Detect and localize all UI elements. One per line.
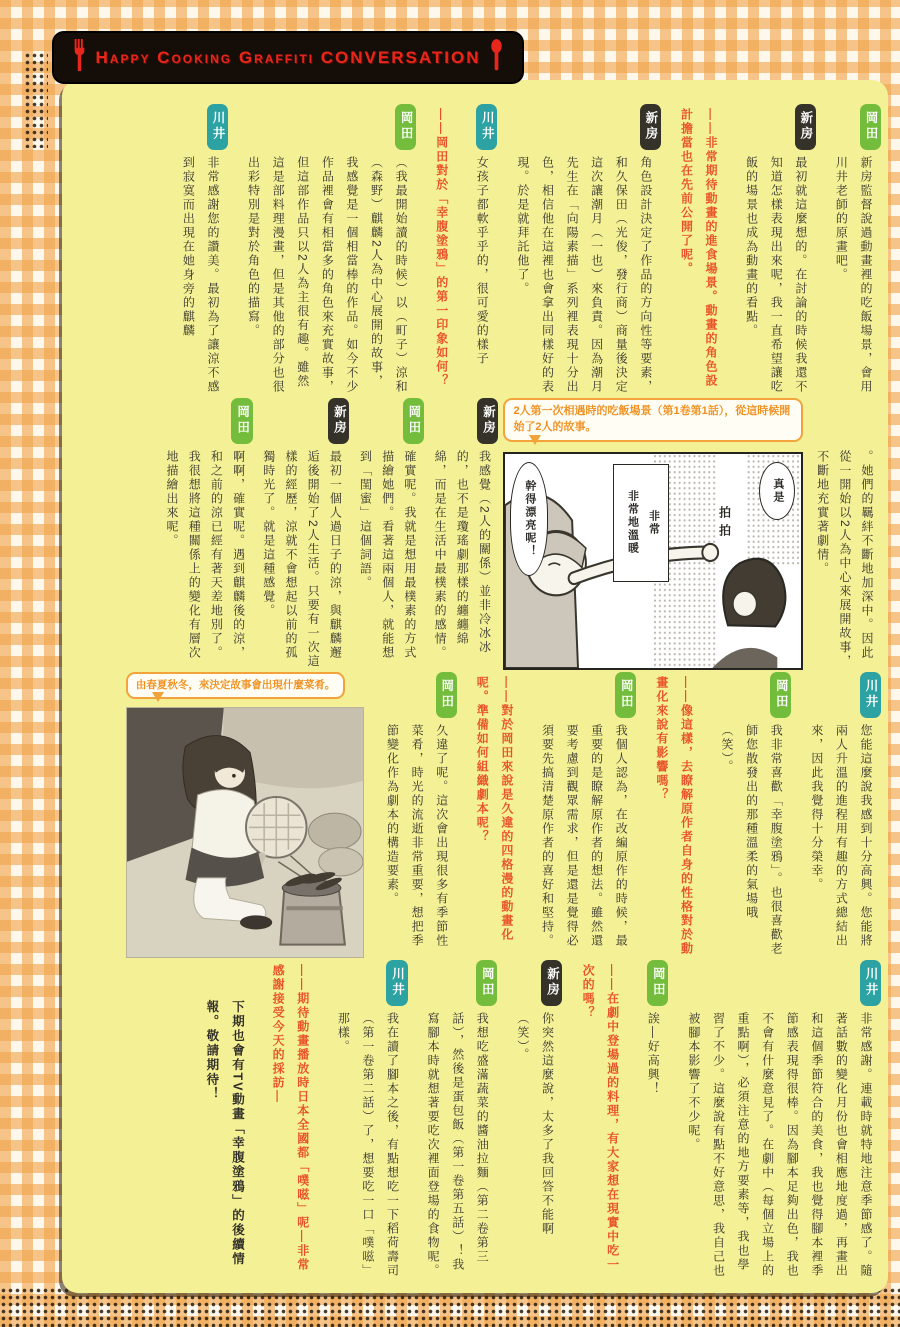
speech-text: 誒—好高興！ <box>646 1012 661 1096</box>
speech-text: 久違了呢。這次會出現很多有季節性菜肴，時光的流逝非常重要，想把季節變化作為劇本的構造要素。 <box>385 724 449 948</box>
speech-text: 我非常喜歡「幸腹塗鴉」。也很喜歡老師您散發出的那種溫柔的氣場哦（笑）。 <box>720 724 784 956</box>
panel-caption <box>503 398 803 442</box>
speech-text: 我感覺（2人的關係）並非冷冰冰的，也不是瓊瑤劇那樣的纏纏綿綿，而是在生活中最樸素的感情。 <box>433 450 492 660</box>
interview-section-4 <box>106 960 878 1280</box>
speech-text: 你突然這麼說，太多了我回答不能啊（笑）。 <box>515 1012 555 1236</box>
speaker-label-okada: 岡田 <box>231 398 252 444</box>
interviewer-question: ——岡田對於「幸腹塗鴉」的第一印象如何？ <box>434 108 449 388</box>
narration-box <box>613 464 669 582</box>
speech-okada <box>535 672 633 958</box>
panel-caption-text: 2人第一次相遇時的吃飯場景（第1卷第1話），從這時候開始了2人的故事。 <box>513 405 791 433</box>
speech-shinbo <box>739 104 813 398</box>
speech-okada <box>641 960 666 1280</box>
speaker-label-okada: 岡田 <box>395 104 416 150</box>
speaker-label-okada: 岡田 <box>403 398 424 444</box>
speaker-label-shinbo: 新房 <box>477 398 498 444</box>
speech-kawai <box>804 672 878 958</box>
speech-kawai <box>470 104 495 398</box>
speech-text: 確實呢。我就是想用最樸素的方式描繪她們。看著這兩個人，就能想到「閨蜜」這個詞語。 <box>358 450 417 660</box>
speaker-label-kawai: 川井 <box>207 104 228 150</box>
speech-shinbo <box>510 960 559 1280</box>
speech-okada <box>241 104 413 398</box>
speech-shinbo <box>258 398 347 670</box>
halftone-dots-strip <box>24 52 48 148</box>
speech-text: 非常感謝。連載時就特地注意季節感了。隨著話數的變化月份也會相應地度過，再畫出和這個季節符合的美食，我也覺得腳本裡季節感表現得很棒。因為腳本足夠出色，我也不會有什麼意見了。在劇中（每個立場上的重點啊），必須注意的地方要素等，我也學習了不少。這麼說有點不好意思，我自己也被腳本影響了不少呢。 <box>686 1012 873 1278</box>
speech-continuation: 。她們的羈絆不斷地加深中。因此從一開始以2人為中心來展開故事，不斷地充實著劇情。 <box>815 450 874 669</box>
illustration-caption-text: 由春夏秋冬，來決定故事會出現什麼菜肴。 <box>135 679 336 691</box>
speaker-label-okada: 岡田 <box>860 104 881 150</box>
speech-text: 我在讀了腳本之後，有點想吃一下稻荷壽司（第一卷第二話）了，想要吃一口「噗嗞」那樣。 <box>336 1012 400 1278</box>
speech-okada <box>421 960 495 1280</box>
page-title: Happy Cooking Graffiti CONVERSATION <box>95 47 481 67</box>
speech-okada <box>829 104 878 398</box>
fork-icon <box>73 38 86 77</box>
interviewer-question: ——非常期待動畫的進食場景。動畫的角色設計擔當也在先前公開了呢。 <box>679 108 719 388</box>
speaker-label-shinbo: 新房 <box>795 104 816 150</box>
speech-shinbo <box>429 398 496 670</box>
speaker-label-kawai: 川井 <box>386 960 407 1006</box>
speech-text: 我個人認為，在改編原作的時候，最重要的是瞭解原作者的想法。雖然還要考慮到觀眾需求，但是還是覺得必須要先搞清楚原作者的喜好和堅持。 <box>540 724 629 948</box>
speech-text: 我想吃盛滿蔬菜的醬油拉麵（第二卷第三話），然後是蛋包飯（第一卷第五話）！我寫腳本時就想著要吃次裡面登場的食物呢。 <box>426 1012 490 1278</box>
speech-okada <box>354 398 421 670</box>
speech-text: （我最開始讀的時候）以（町子）涼和（森野）麒麟2人為中心展開的故事，我感覺是一個相當棒的作品。如今不少作品裡會有相當多的角色來充實故事，但這部作品只以2人為主很有趣。雖然這是部料理漫畫，但是其他的部分也很出彩特別是對於角色的描寫。 <box>246 156 409 394</box>
sfx-text: 拍拍 <box>717 505 732 542</box>
speech-text: 最初就這麼想的。在討論的時候我還不知道怎樣表現出來呢，我一直希望讓吃飯的場景也成為動畫的看點。 <box>744 156 808 394</box>
speech-kawai <box>331 960 405 1280</box>
bubble-text: 真是 <box>771 477 784 504</box>
illustration-caption <box>126 672 346 699</box>
speaker-label-okada: 岡田 <box>615 672 636 718</box>
speech-okada <box>161 398 250 670</box>
interviewer-question: ——在劇中登場過的料理，有大家想在現實中吃一次的嗎？ <box>581 964 620 1272</box>
manga-panel-figure <box>503 398 803 670</box>
speaker-label-okada: 岡田 <box>647 960 668 1006</box>
speech-text: 啊啊，確實呢。遇到麒麟後的涼，和之前的涼已經有著天差地別了。我很想將這種關係上的變化有層次地描繪出來呢。 <box>165 450 246 660</box>
speech-okada <box>380 672 454 958</box>
speech-text: 角色設計決定了作品的方向性等要素，和久保田（光俊，發行商）商量後決定這次讓潮月（一也）來負責。因為潮月先生在「向陽素描」系列裡表現十分出色，相信他在這裡也會拿出同樣好的表現。於是就拜託他了。 <box>515 156 653 394</box>
speaker-label-okada: 岡田 <box>476 960 497 1006</box>
speech-text: 非常感謝您的讚美。最初為了讓涼不感到寂寞而出現在她身旁的麒麟 <box>181 156 220 394</box>
speech-text: 最初一個人過日子的涼，與麒麟邂逅後開始了2人生活。只要有一次這樣的經歷，涼就不會想起以前的孤獨時光了。就是這種感覺。 <box>261 450 343 669</box>
halftone-dots-band <box>0 1287 900 1327</box>
speaker-label-shinbo: 新房 <box>640 104 661 150</box>
speaker-label-okada: 岡田 <box>436 672 457 718</box>
speech-shinbo <box>510 104 658 398</box>
speaker-label-okada: 岡田 <box>770 672 791 718</box>
illustration-art <box>127 708 363 957</box>
interview-section-2 <box>106 398 878 670</box>
speaker-label-kawai: 川井 <box>860 960 881 1006</box>
spoon-icon <box>490 38 503 77</box>
speaker-label-shinbo: 新房 <box>328 398 349 444</box>
speaker-label-shinbo: 新房 <box>541 960 562 1006</box>
title-banner <box>52 31 524 84</box>
interview-section-3 <box>106 672 878 958</box>
interviewer-question: ——對於岡田來說是久違的四格漫的動畫化呢。準備如何組織劇本呢？ <box>475 676 514 942</box>
speech-okada <box>714 672 788 958</box>
narration-line: 非常 <box>647 509 660 536</box>
interviewer-question: ——期待動畫播放時日本全國都「噗嗞」呢—非常感謝接受今天的採訪— <box>271 964 310 1272</box>
manga-panel <box>503 452 803 670</box>
narration-line: 非常地溫暖 <box>626 490 639 556</box>
speech-kawai <box>176 104 225 398</box>
speaker-label-kawai: 川井 <box>860 672 881 718</box>
speaker-label-kawai: 川井 <box>476 104 497 150</box>
illustration-figure <box>126 672 364 958</box>
bubble-text: 幹得漂亮呢！ <box>523 479 536 558</box>
interview-section-1 <box>106 104 878 398</box>
speech-text: 您能這麼說我感到十分高興。您能將兩人升溫的進程用有趣的方式總結出來，因此我覺得十分榮幸。 <box>809 724 873 948</box>
speech-text: 新房監督說過動畫裡的吃飯場景，會用川井老師的原畫吧。 <box>834 156 873 394</box>
speech-kawai <box>681 960 878 1280</box>
interview-paper <box>62 80 888 1293</box>
speech-bubble-left <box>510 462 548 576</box>
interviewer-question: ——像這樣，去瞭解原作者自身的性格對於動畫化來說有影響嗎？ <box>654 676 694 956</box>
speech-text: 女孩子都軟乎乎的，很可愛的樣子 <box>475 156 490 366</box>
grilling-illustration <box>126 707 364 958</box>
closing-note: 下期也會有TV動畫「幸腹塗鴉」的後續情報。敬請期待！ <box>204 1000 245 1267</box>
